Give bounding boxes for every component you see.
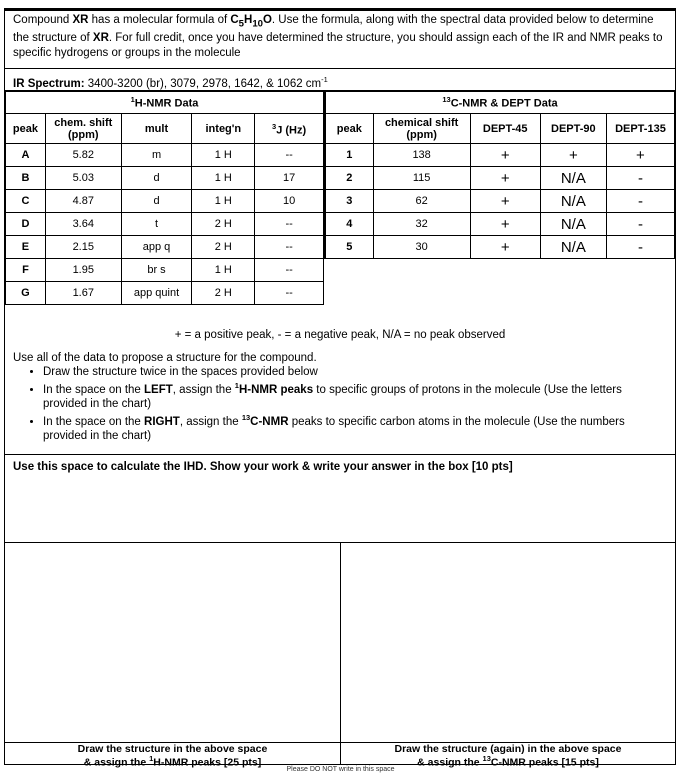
table-row: E 2.15 app q 2 H -- xyxy=(6,236,324,259)
c-col-dept135: DEPT-135 xyxy=(606,114,674,144)
table-row: C 4.87 d 1 H 10 xyxy=(6,190,324,213)
table-row: A 5.82 m 1 H -- xyxy=(6,144,324,167)
h-col-j: $^3$J (Hz) xyxy=(255,114,324,144)
intro-text: . Use the formula, along with the spectral data provided below to determine the structure of xyxy=(13,14,654,45)
h-col-integ: integ'n xyxy=(192,114,255,144)
table-row: F 1.95 br s 1 H -- xyxy=(6,259,324,282)
instructions-section xyxy=(5,325,675,455)
c-col-dept45: DEPT-45 xyxy=(470,114,540,144)
list-item: • In the space on the RIGHT, assign the $^{13}$C-NMR peaks to specific carbon atoms in the molecule (Use the numbers provided in the chart) xyxy=(43,411,667,443)
list-item: • In the space on the LEFT, assign the $^1$H-NMR peaks to specific groups of protons in the molecule (Use the letters provided in the chart) xyxy=(43,379,667,411)
table-row: 4 32 + N/A - xyxy=(325,213,675,236)
table-row: G 1.67 app quint 2 H -- xyxy=(6,282,324,305)
intro-text: Compound xyxy=(13,14,73,26)
table-row: 2 115 + N/A - xyxy=(325,167,675,190)
table-row: 5 30 + N/A - xyxy=(325,236,675,259)
c-nmr-title: $^{13}$C-NMR & DEPT Data xyxy=(325,92,675,114)
ihd-prompt: Use this space to calculate the IHD. Show your work & write your answer in the box [10 pts] xyxy=(13,461,513,473)
list-item: • Draw the structure twice in the spaces provided below xyxy=(43,365,667,379)
c-nmr-table xyxy=(324,91,675,259)
draw-area-right[interactable] xyxy=(341,543,675,769)
c-col-peak: peak xyxy=(325,114,373,144)
intro-text: has a molecular formula of xyxy=(88,14,231,26)
table-row: B 5.03 d 1 H 17 xyxy=(6,167,324,190)
h-col-shift: chem. shift (ppm) xyxy=(45,114,121,144)
h-nmr-table xyxy=(5,91,324,305)
ir-unit-sup: -1 xyxy=(321,75,328,84)
compound-name: XR xyxy=(92,32,109,45)
ir-label: IR Spectrum: xyxy=(13,77,85,90)
table-row: D 3.64 t 2 H -- xyxy=(6,213,324,236)
molecular-formula: $C_5H_{10}O$ xyxy=(230,14,272,30)
ir-values: 3400-3200 (br), 3079, 2978, 1642, & 1062 cm xyxy=(84,77,322,90)
c-col-shift: chemical shift (ppm) xyxy=(373,114,470,144)
footer-note: Please DO NOT write in this space xyxy=(286,766,395,773)
intro-text: . For full credit, once you have determined the structure, you should assign each of the IR and NMR peaks to specific hydrogens or groups in the molecule xyxy=(13,32,663,60)
ir-spectrum-line xyxy=(5,69,675,91)
exam-sheet xyxy=(4,8,676,769)
h-col-peak: peak xyxy=(6,114,46,144)
draw-left-caption: Draw the structure in the above space & assign the $^1$H-NMR peaks [25 pts] xyxy=(5,742,340,764)
instructions-lead: Use all of the data to propose a structure for the compound. xyxy=(13,352,317,364)
c-col-dept90: DEPT-90 xyxy=(540,114,606,144)
table-row: 1 138 + + + xyxy=(325,144,675,167)
draw-right-caption: Draw the structure (again) in the above space & assign the $^{13}$C-NMR peaks [15 pts] xyxy=(341,742,675,764)
compound-name: XR xyxy=(72,14,89,26)
h-nmr-title: $^1$H-NMR Data xyxy=(6,92,324,114)
ihd-work-area[interactable] xyxy=(5,455,675,543)
draw-area-left[interactable] xyxy=(5,543,341,769)
table-row: 3 62 + N/A - xyxy=(325,190,675,213)
intro-paragraph xyxy=(5,9,675,69)
h-col-mult: mult xyxy=(121,114,192,144)
legend-line: + = a positive peak, - = a negative peak, N/A = no peak observed xyxy=(174,329,506,341)
instructions-list xyxy=(13,365,667,443)
